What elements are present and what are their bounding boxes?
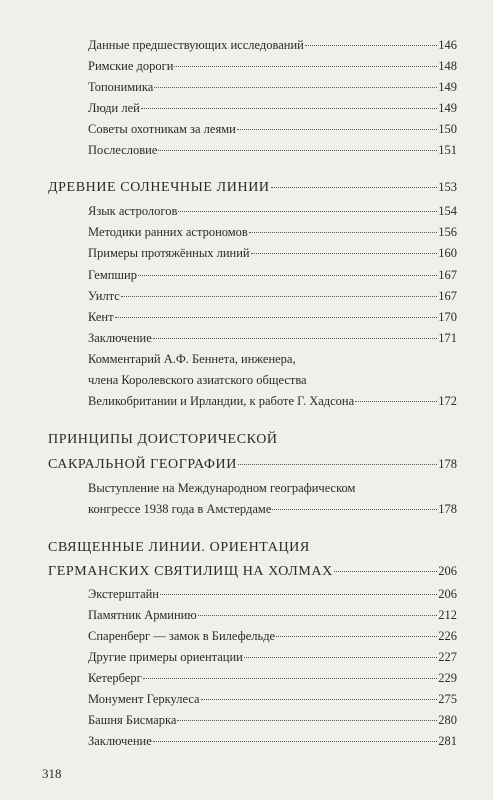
toc-entry (88, 222, 457, 242)
toc-entry (88, 140, 457, 160)
toc-entry-page: 146 (438, 38, 457, 52)
toc-entry (88, 201, 457, 221)
toc-entry (88, 605, 457, 625)
toc-entry-page: 149 (438, 80, 457, 94)
toc-entry-title: Заключение (88, 734, 152, 748)
dot-leader (158, 149, 437, 151)
dot-leader (121, 295, 437, 297)
toc-entry (88, 56, 457, 76)
dot-leader (153, 740, 438, 742)
dot-leader (141, 107, 437, 109)
toc-chapter-title-line: СВЯЩЕННЫЕ ЛИНИИ. ОРИЕНТАЦИЯ (48, 540, 310, 555)
toc-entry-text-line: члена Королевского азиатского общества (88, 373, 307, 387)
toc-entry (88, 668, 457, 688)
toc-entry-title: Язык астрологов (88, 204, 178, 218)
toc-entry (88, 710, 457, 730)
toc-entry-title: Другие примеры ориентации (88, 650, 243, 664)
dot-leader (174, 65, 437, 67)
toc-entry (88, 328, 457, 348)
toc-entry-title: Уилтс (88, 289, 120, 303)
dot-leader (143, 677, 437, 679)
toc-entry (88, 626, 457, 646)
toc-chapter-title: ГЕРМАНСКИХ СВЯТИЛИЩ НА ХОЛМАХ (48, 564, 333, 579)
toc-entry (88, 584, 457, 604)
toc-entry (88, 647, 457, 667)
toc-entry (88, 499, 457, 519)
toc-entry-title: Послесловие (88, 143, 158, 157)
dot-leader (237, 128, 437, 130)
dot-leader (276, 635, 437, 637)
toc-entry-page: 172 (438, 394, 457, 408)
toc-entry-title: Римские дороги (88, 59, 174, 73)
toc-entry (88, 307, 457, 327)
dot-leader (334, 570, 437, 572)
toc-entry-page: 156 (438, 225, 457, 239)
dot-leader (177, 719, 437, 721)
toc-entry-page: 167 (438, 289, 457, 303)
toc-entry-page: 151 (438, 143, 457, 157)
toc-entry-title: Заключение (88, 331, 152, 345)
toc-entry-page: 275 (438, 692, 457, 706)
toc-chapter-title: САКРАЛЬНОЙ ГЕОГРАФИИ (48, 457, 237, 472)
toc-entry-text-line: Комментарий А.Ф. Беннета, инженера, (88, 352, 296, 366)
toc-chapter (48, 454, 457, 474)
toc-entry-title: Топонимика (88, 80, 154, 94)
toc-entry-text-line: Выступление на Международном географическом (88, 481, 356, 495)
toc-entry (88, 286, 457, 306)
page-number: 318 (42, 766, 62, 781)
toc-chapter (48, 561, 457, 581)
toc-entry-page: 170 (438, 310, 457, 324)
dot-leader (160, 593, 437, 595)
toc-chapter (48, 177, 457, 197)
toc-entry-title: Памятник Арминию (88, 608, 197, 622)
dot-leader (201, 698, 438, 700)
toc-entry (88, 391, 457, 411)
toc-entry (88, 265, 457, 285)
toc-entry (88, 119, 457, 139)
toc-entry-page: 280 (438, 713, 457, 727)
toc-entry-page: 206 (438, 587, 457, 601)
dot-leader (251, 252, 438, 254)
toc-entry-title: Великобритании и Ирландии, к работе Г. Хадсона (88, 394, 355, 408)
toc-chapter-title-line: ПРИНЦИПЫ ДОИСТОРИЧЕСКОЙ (48, 432, 278, 447)
toc-entry-title: Гемпшир (88, 268, 137, 282)
toc-entry (88, 689, 457, 709)
toc-entry-page: 149 (438, 101, 457, 115)
toc-entry-title: Экстерштайн (88, 587, 159, 601)
toc-entry (88, 77, 457, 97)
dot-leader (244, 656, 437, 658)
toc-entry-page: 148 (438, 59, 457, 73)
toc-entry-title: Методики ранних астрономов (88, 225, 248, 239)
toc-entry-title: Примеры протяжённых линий (88, 246, 250, 260)
dot-leader (238, 463, 437, 465)
toc-entry-page: 229 (438, 671, 457, 685)
toc-chapter-page: 153 (438, 180, 457, 194)
dot-leader (271, 186, 438, 188)
dot-leader (355, 400, 437, 402)
toc-entry-title: Монумент Геркулеса (88, 692, 200, 706)
toc-entry (88, 243, 457, 263)
toc-entry-title: Советы охотникам за леями (88, 122, 236, 136)
dot-leader (154, 86, 437, 88)
dot-leader (178, 210, 437, 212)
toc-chapter-page: 178 (438, 457, 457, 471)
toc-entry-title: Данные предшествующих исследований (88, 38, 304, 52)
toc-entry-page: 154 (438, 204, 457, 218)
toc-entry-page: 167 (438, 268, 457, 282)
dot-leader (272, 508, 437, 510)
toc-chapter-page: 206 (438, 564, 457, 578)
toc-entry-page: 212 (438, 608, 457, 622)
toc-entry (88, 98, 457, 118)
dot-leader (249, 231, 437, 233)
toc-entry-page: 178 (438, 502, 457, 516)
toc-entry (88, 35, 457, 55)
toc-chapter-title: ДРЕВНИЕ СОЛНЕЧНЫЕ ЛИНИИ (48, 180, 270, 195)
toc-entry (88, 731, 457, 751)
dot-leader (115, 316, 438, 318)
toc-entry-title: конгрессе 1938 года в Амстердаме (88, 502, 272, 516)
toc-entry-page: 226 (438, 629, 457, 643)
toc-entry-title: Спаренберг — замок в Билефельде (88, 629, 276, 643)
dot-leader (305, 44, 437, 46)
dot-leader (153, 337, 438, 339)
toc-entry-page: 227 (438, 650, 457, 664)
dot-leader (198, 614, 438, 616)
toc-entry-page: 281 (438, 734, 457, 748)
toc-entry-title: Кент (88, 310, 114, 324)
toc-entry-page: 171 (438, 331, 457, 345)
dot-leader (138, 274, 437, 276)
toc-entry-page: 150 (438, 122, 457, 136)
toc-entry-title: Башня Бисмарка (88, 713, 177, 727)
toc-entry-title: Кетерберг (88, 671, 142, 685)
toc-entry-title: Люди лей (88, 101, 140, 115)
toc-entry-page: 160 (438, 246, 457, 260)
